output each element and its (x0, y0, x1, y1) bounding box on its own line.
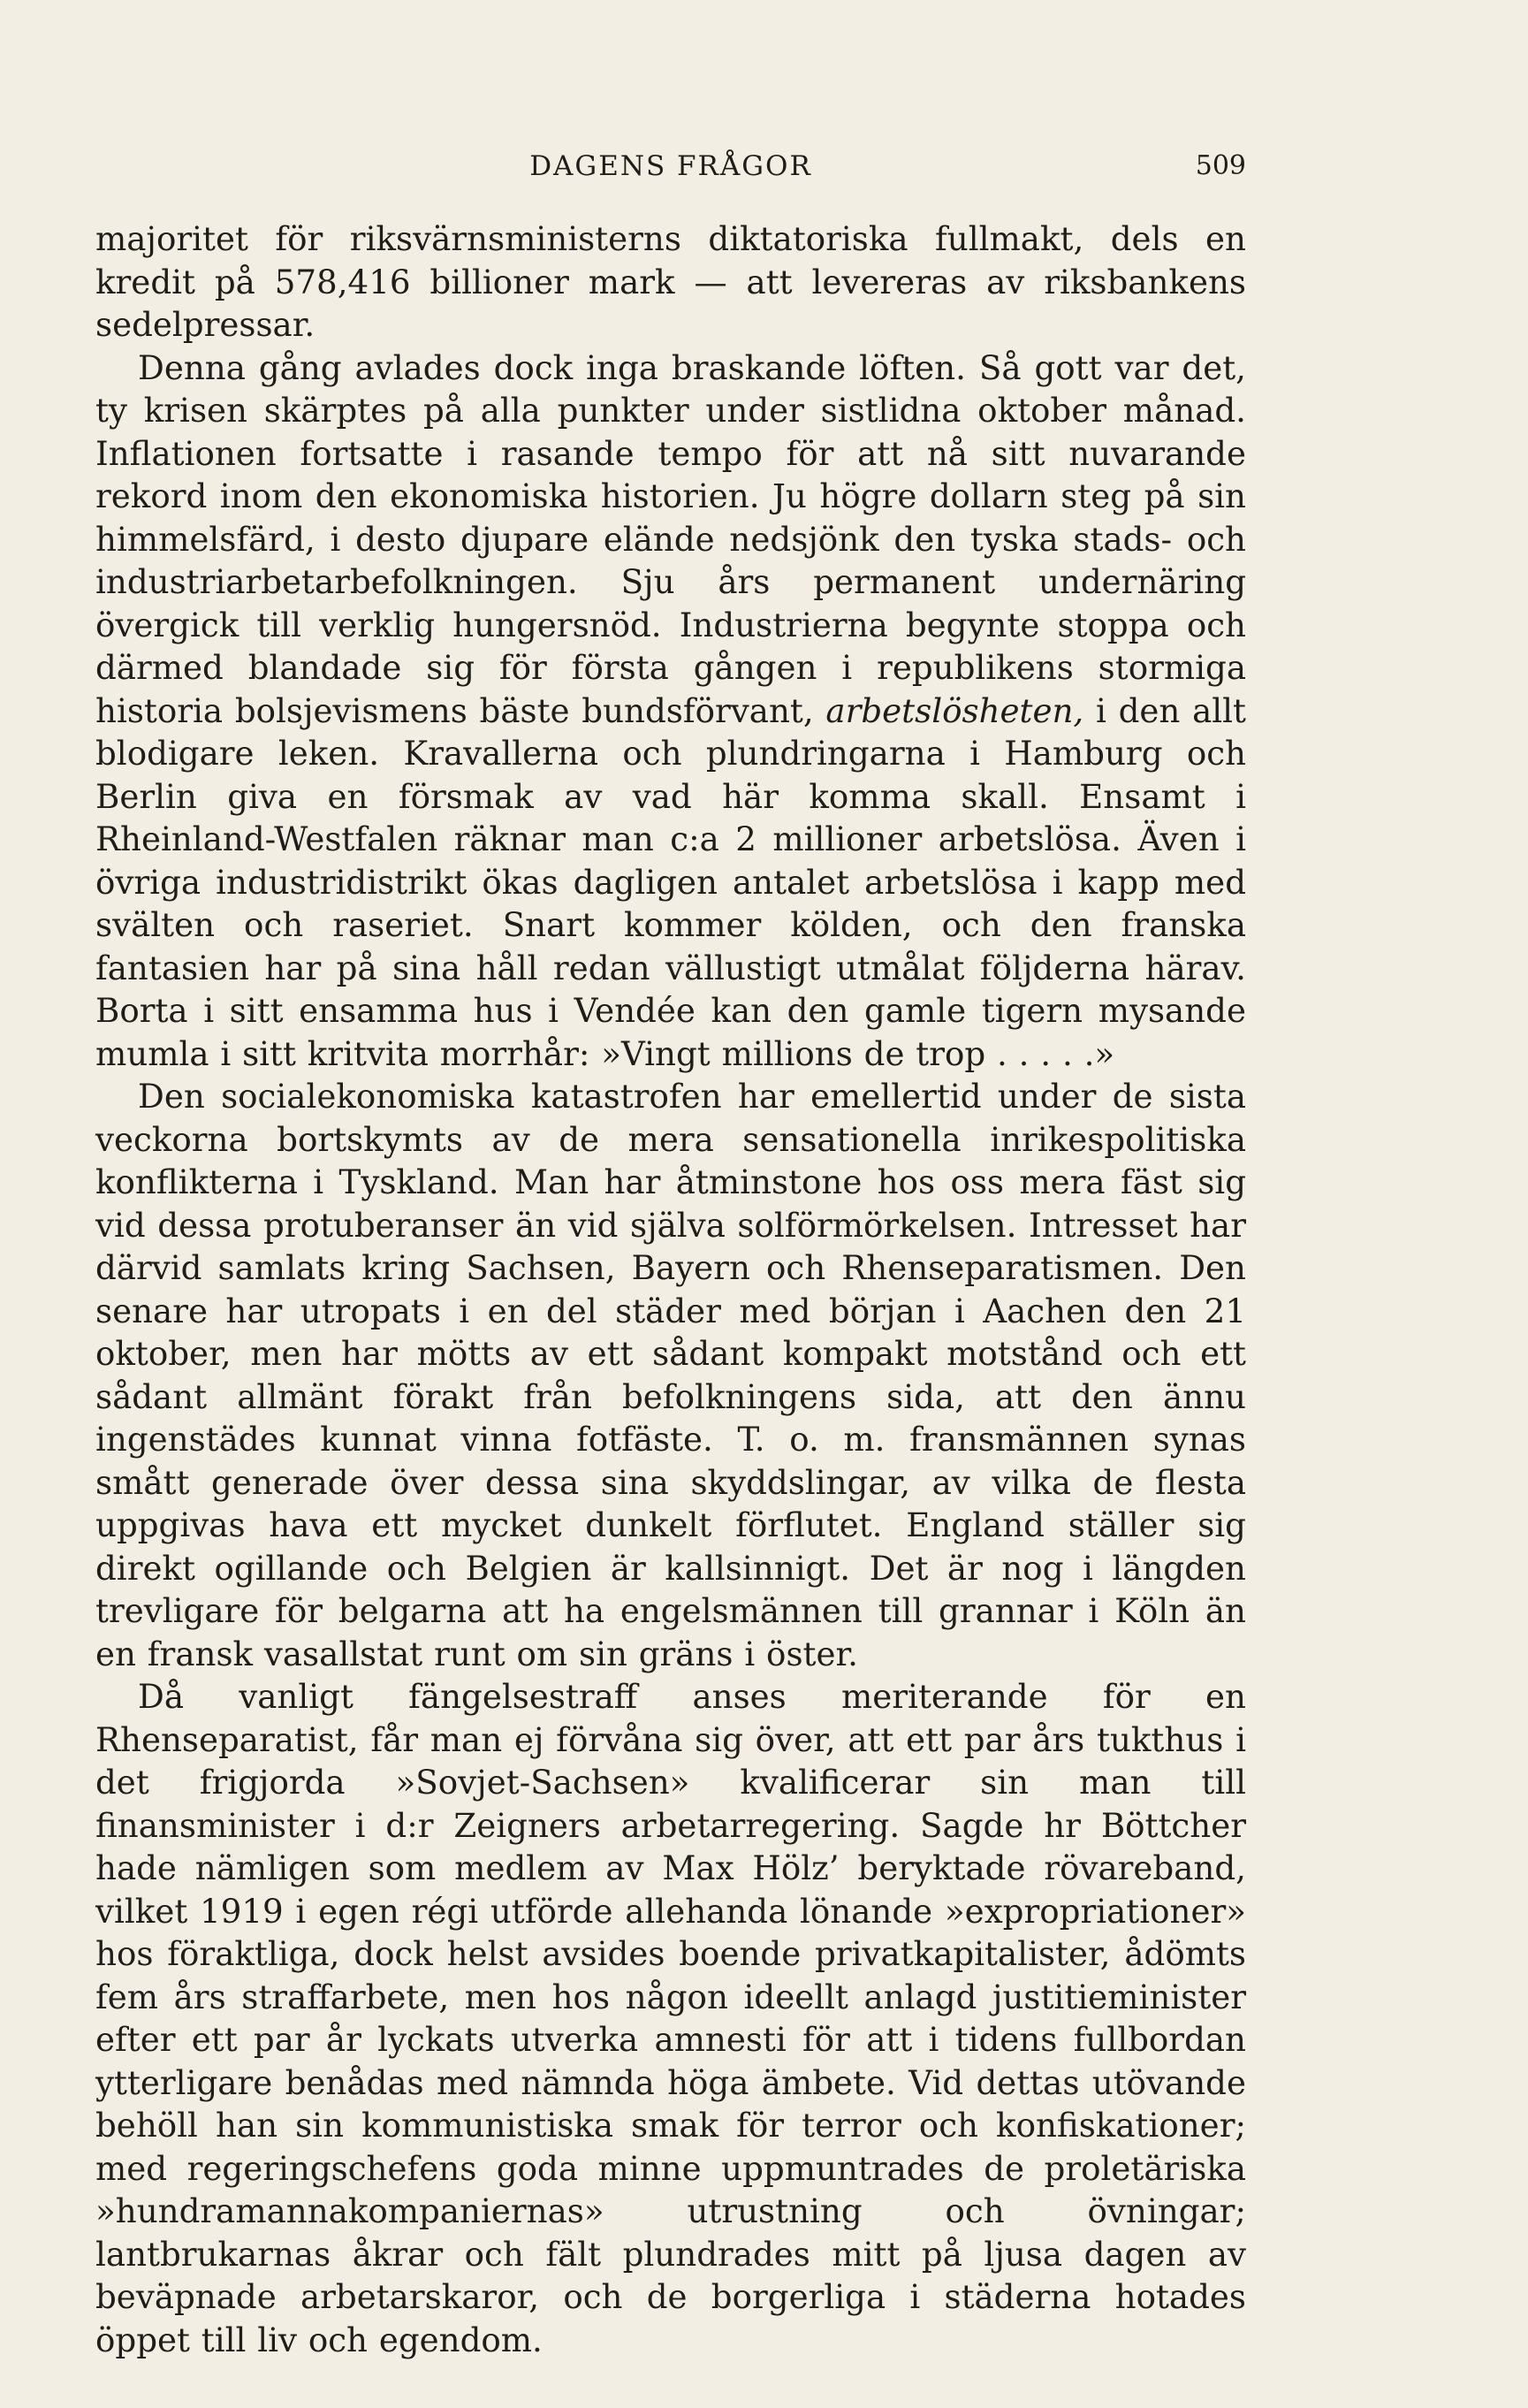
paragraph-text: Då vanligt fängelsestraff anses meriterande för en Rhenseparatist, får man ej förvåna sig över, att ett par års tukthus i det frigjorda »Sovjet-Sachsen» kvalificerar sin man till finansminister i d:r Zeigners arbetarregering. Sagde hr Böttcher hade nämligen som medlem av Max Hölz’ beryktade rövareband, vilket 1919 i egen régi utförde allehanda lönande »expropriationer» hos föraktliga, dock helst avsides boende privatkapitalister, ådömts fem års straffarbete, men hos någon ideellt anlagd justitieminister efter ett par år lyckats utverka amnesti för att i tidens fullbordan ytterligare benådas med nämnda höga ämbete. Vid dettas utövande behöll han sin kommunistiska smak för terror och konfiskationer; med regeringschefens goda minne uppmuntrades de proletäriska »hundramannakompaniernas» utrustning och övningar; lantbrukarnas åkrar och fält plundrades mitt på ljusa dagen av beväpnade arbetarskaror, och de borgerliga i städerna hotades öppet till liv och egendom. (95, 1677, 1246, 2359)
page-header (95, 150, 1246, 194)
paragraph-text: Denna gång avlades dock inga braskande löften. Så gott var det, ty krisen skärptes på alla punkter under sistlidna oktober månad. Inflationen fortsatte i rasande tempo för att nå sitt nuvarande rekord inom den ekonomiska historien. Ju högre dollarn steg på sin himmelsfärd, i desto djupare elände nedsjönk den tyska stads- och industriarbetarbefolkningen. Sju års permanent undernäring övergick till verklig hungersnöd. Industrierna begynte stoppa och därmed blandade sig för första gången i republikens stormiga historia bolsjevismens bäste bundsförvant, (95, 347, 1246, 730)
paragraph (95, 1675, 1246, 2361)
paragraph (95, 347, 1246, 1076)
body-text (95, 217, 1246, 2361)
italic-term: arbetslösheten, (825, 690, 1084, 730)
page-number: 509 (1195, 150, 1246, 181)
running-head: DAGENS FRÅGOR (529, 150, 812, 182)
paragraph-text: majoritet för riksvärnsministerns diktatoriska fullmakt, dels en kredit på 578,416 billioner mark — att levereras av riksbankens sedelpressar. (95, 219, 1246, 344)
paragraph-text: Den socialekonomiska katastrofen har emellertid under de sista veckorna bortskymts av de mera sensationella inrikespolitiska konflikterna i Tyskland. Man har åtminstone hos oss mera fäst sig vid dessa protuberanser än vid själva solförmörkelsen. Intresset har därvid samlats kring Sachsen, Bayern och Rhenseparatismen. Den senare har utropats i en del städer med början i Aachen den 21 oktober, men har mötts av ett sådant kompakt motstånd och ett sådant allmänt förakt från befolkningens sida, att den ännu ingenstädes kunnat vinna fotfäste. T. o. m. fransmännen synas smått generade över dessa sina skyddslingar, av vilka de flesta uppgivas hava ett mycket dunkelt förflutet. England ställer sig direkt ogillande och Belgien är kallsinnigt. Det är nog i längden trevligare för belgarna att ha engelsmännen till grannar i Köln än en fransk vasallstat runt om sin gräns i öster. (95, 1077, 1246, 1673)
paragraph-text: i den allt blodigare leken. Kravallerna och plundringarna i Hamburg och Berlin giva en försmak av vad här komma skall. Ensamt i Rheinland-Westfalen räknar man c:a 2 millioner arbetslösa. Även i övriga industridistrikt ökas dagligen antalet arbetslösa i kapp med svälten och raseriet. Snart kommer kölden, och den franska fantasien har på sina håll redan vällustigt utmålat följderna härav. Borta i sitt ensamma hus i Vendée kan den gamle tigern mysande mumla i sitt kritvita morrhår: »Vingt millions de trop . . . . .» (95, 690, 1246, 1073)
paragraph (95, 1075, 1246, 1675)
paragraph-continued (95, 217, 1246, 347)
